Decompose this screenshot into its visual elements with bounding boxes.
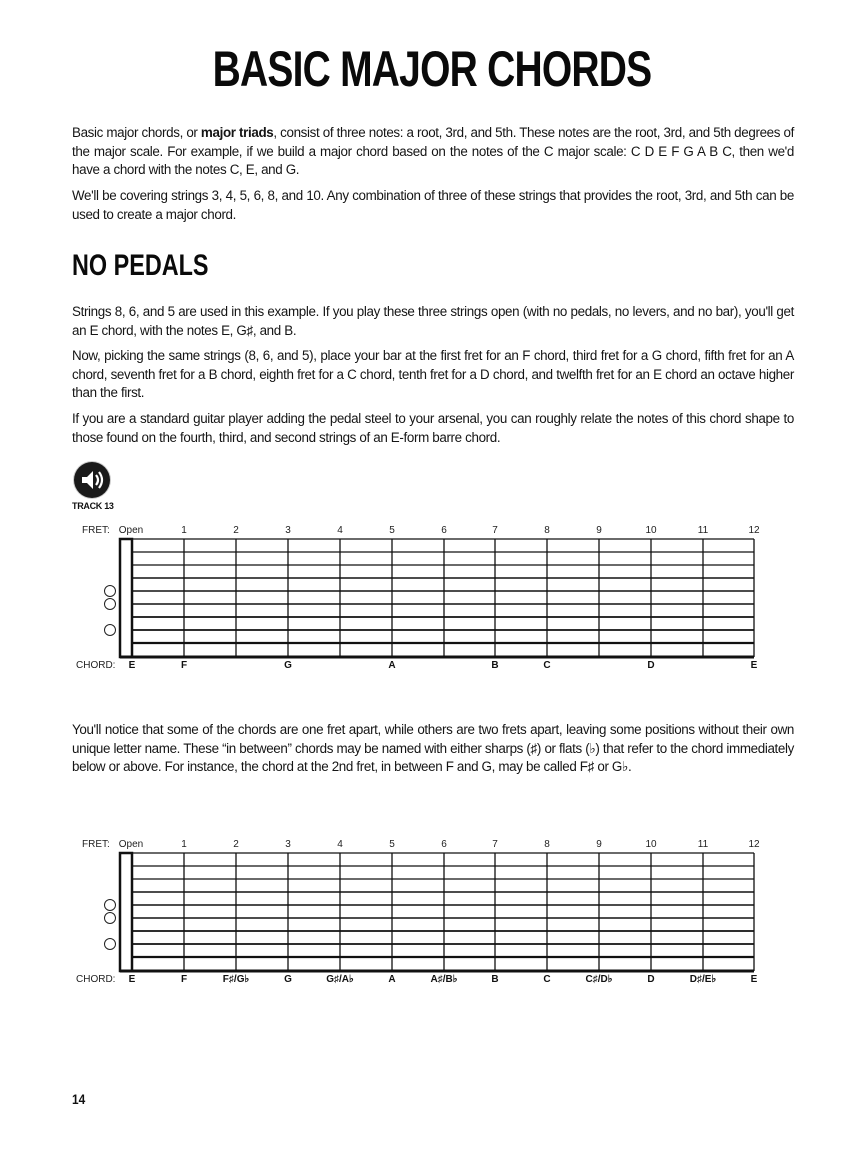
fret-number: 8 — [544, 525, 550, 536]
intro-text-cont: , consist of three notes: a root, 3rd, and 5th. These notes are the root, 3rd, and 5th degrees of the major scale. For example, if we build a major chord based on the notes of the C major scale: C D E F G A B C, then we'd have a chord with the notes C, E, and G. — [72, 125, 794, 177]
fret-number: 6 — [441, 525, 447, 536]
fret-number: 8 — [544, 839, 550, 850]
fret-number: 10 — [645, 525, 657, 536]
fret-number: 7 — [492, 839, 498, 850]
chord-name: E — [128, 974, 136, 985]
fret-number: Open — [118, 839, 144, 850]
term-major-triads: major triads — [200, 125, 274, 140]
chord-name: B — [491, 974, 499, 985]
fret-number: 3 — [285, 525, 291, 536]
chord-name: D — [647, 974, 655, 985]
fret-number: 9 — [596, 525, 602, 536]
page-number: 14 — [72, 1091, 86, 1107]
chord-name: A — [388, 974, 396, 985]
chord-label: CHORD: — [76, 974, 116, 985]
intro-text: Basic major chords, or — [72, 125, 201, 140]
chord-name: E — [750, 974, 758, 985]
fret-number: 11 — [697, 839, 709, 850]
section-paragraph-3: If you are a standard guitar player adding the pedal steel to your arsenal, you can roughly relate the notes of this chord shape to those found on the fourth, third, and second strings of an E-form barre chord. — [72, 411, 794, 445]
fret-number: 10 — [645, 839, 657, 850]
audio-track-button[interactable] — [72, 462, 112, 511]
fret-number: 5 — [389, 525, 395, 536]
fret-number: 1 — [181, 839, 187, 850]
fretboard-grid — [70, 836, 770, 996]
fret-number: 12 — [748, 525, 760, 536]
chord-name: F — [180, 974, 188, 985]
fret-number: 6 — [441, 839, 447, 850]
fret-label: FRET: — [82, 839, 110, 850]
fret-number: 9 — [596, 839, 602, 850]
section-paragraph-2: Now, picking the same strings (8, 6, and 5), place your bar at the first fret for an F chord, third fret for a G chord, fifth fret for an A chord, seventh fret for a B chord, eighth fret for a C chord, tenth fret for a D chord, and twelfth fret for an E chord an octave higher than the first. — [72, 348, 794, 400]
chord-name: A — [388, 660, 396, 671]
fret-number: 1 — [181, 525, 187, 536]
fret-number: 7 — [492, 525, 498, 536]
chord-name: C — [543, 660, 551, 671]
section-title-no-pedals: NO PEDALS — [72, 249, 209, 282]
fret-number: 2 — [233, 839, 239, 850]
fret-number: 2 — [233, 525, 239, 536]
chord-name: F♯/G♭ — [222, 974, 250, 985]
fret-number: 3 — [285, 839, 291, 850]
chord-name: D — [647, 660, 655, 671]
chord-name: G — [284, 660, 292, 671]
fret-number: 4 — [337, 839, 343, 850]
chord-name: D♯/E♭ — [689, 974, 717, 985]
fret-number: 12 — [748, 839, 760, 850]
intro-paragraph-2: We'll be covering strings 3, 4, 5, 6, 8, and 10. Any combination of three of these strings that provides the root, 3rd, and 5th can be used to create a major chord. — [72, 188, 794, 222]
section-paragraph-4: You'll notice that some of the chords are one fret apart, while others are two frets apart, leaving some positions without their own unique letter name. These “in between” chords may be named with either sharps (♯) or flats (♭) that refer to the chord immediately below or above. For instance, the chord at the 2nd fret, in between F and G, may be called F♯ or G♭. — [72, 722, 794, 774]
chord-name: A♯/B♭ — [430, 974, 458, 985]
section-paragraph-1: Strings 8, 6, and 5 are used in this example. If you play these three strings open (with no pedals, no levers, and no bar), you'll get an E chord, with the notes E, G♯, and B. — [72, 304, 794, 338]
chord-name: G — [284, 974, 292, 985]
chord-name: B — [491, 660, 499, 671]
speaker-icon[interactable] — [74, 462, 110, 498]
chord-label: CHORD: — [76, 660, 116, 671]
fret-number: 5 — [389, 839, 395, 850]
fretboard-diagram-2 — [70, 836, 770, 996]
fret-number: 4 — [337, 525, 343, 536]
fret-number: Open — [118, 525, 144, 536]
fret-label: FRET: — [82, 525, 110, 536]
intro-paragraph-1 — [72, 124, 794, 180]
chord-name: G♯/A♭ — [326, 974, 354, 985]
page-title: BASIC MAJOR CHORDS — [212, 41, 652, 97]
track-label: TRACK 13 — [72, 501, 114, 511]
chord-name: C♯/D♭ — [585, 974, 613, 985]
fret-number: 11 — [697, 525, 709, 536]
fretboard-grid — [70, 522, 770, 682]
chord-name: F — [180, 660, 188, 671]
chord-name: C — [543, 974, 551, 985]
fretboard-diagram-1 — [70, 522, 770, 682]
chord-name: E — [750, 660, 758, 671]
chord-name: E — [128, 660, 136, 671]
